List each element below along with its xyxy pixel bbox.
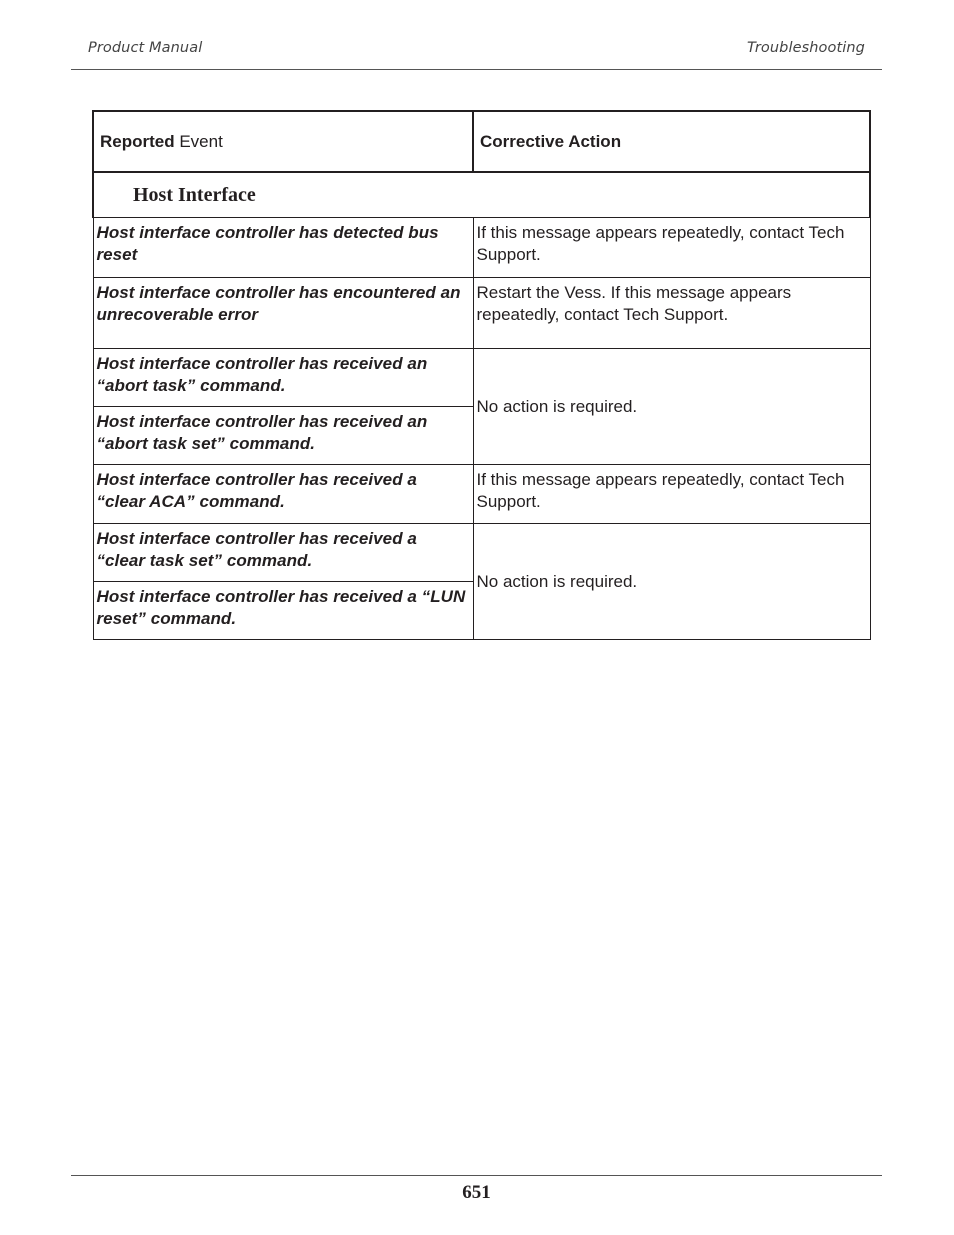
- action-cell: If this message appears repeatedly, contact Tech Support.: [473, 218, 870, 278]
- event-cell: Host interface controller has received an “abort task set” command.: [93, 407, 473, 465]
- action-cell: If this message appears repeatedly, contact Tech Support.: [473, 465, 870, 524]
- running-footer: [71, 1175, 882, 1203]
- table-row: [93, 218, 870, 278]
- running-header: [71, 0, 882, 70]
- column-header-corrective-action: Corrective Action: [473, 111, 870, 172]
- section-title-host-interface: Host Interface: [93, 172, 870, 218]
- event-cell: Host interface controller has received a “LUN reset” command.: [93, 582, 473, 640]
- table-header-row: [93, 111, 870, 172]
- event-cell: Host interface controller has received an “abort task” command.: [93, 349, 473, 407]
- event-cell: Host interface controller has detected bus reset: [93, 218, 473, 278]
- table-row: [93, 524, 870, 582]
- action-cell: No action is required.: [473, 349, 870, 465]
- column-header-reported-bold: Reported: [100, 131, 175, 151]
- event-cell: Host interface controller has received a “clear task set” command.: [93, 524, 473, 582]
- action-cell: No action is required.: [473, 524, 870, 640]
- manual-title: Product Manual: [88, 40, 203, 56]
- column-header-event-rest: Event: [174, 131, 223, 151]
- reported-events-table: [92, 110, 871, 640]
- chapter-title: Troubleshooting: [746, 40, 865, 56]
- table-row: [93, 465, 870, 524]
- event-cell: Host interface controller has encountered an unrecoverable error: [93, 278, 473, 349]
- event-cell: Host interface controller has received a “clear ACA” command.: [93, 465, 473, 524]
- table-row: [93, 349, 870, 407]
- action-cell: Restart the Vess. If this message appears repeatedly, contact Tech Support.: [473, 278, 870, 349]
- page-number: 651: [462, 1182, 491, 1203]
- section-row: [93, 172, 870, 218]
- table-row: [93, 278, 870, 349]
- column-header-reported-event: [93, 111, 473, 172]
